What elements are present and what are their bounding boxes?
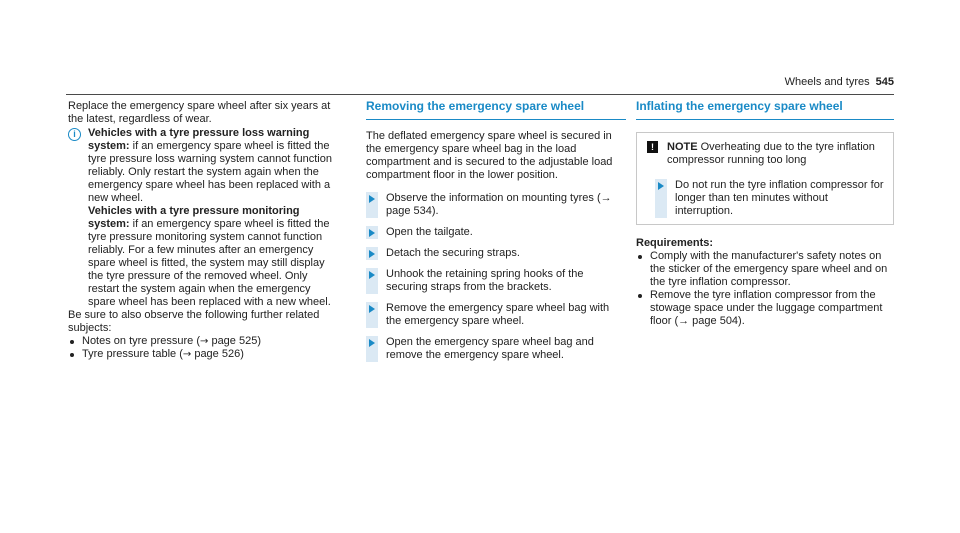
page-number: 545 — [875, 76, 894, 88]
arrow-right-icon: → — [182, 349, 192, 360]
step-text: Unhook the retaining spring hooks of the securing straps from the brackets. — [386, 268, 584, 293]
notice-label: NOTE — [667, 141, 698, 153]
related-link-tyre-pressure[interactable] — [68, 335, 338, 348]
step-arrow-icon — [366, 268, 378, 294]
section-name: Wheels and tyres — [784, 76, 870, 88]
related-link-pressure-table[interactable] — [68, 348, 338, 361]
notice-text: Overheating due to the tyre inflation compressor running too long — [667, 141, 875, 166]
note-tpl-heading: Vehicles with a tyre pressure loss warning system: — [88, 127, 310, 152]
notice-step — [655, 179, 885, 218]
step-item — [366, 192, 626, 218]
running-head — [785, 76, 894, 88]
column-middle — [366, 100, 626, 362]
step-item — [366, 226, 626, 239]
step-arrow-icon — [366, 336, 378, 362]
related-links-list — [68, 335, 338, 361]
requirements-title: Requirements: — [636, 237, 714, 249]
note-tpl-text: if an emergency spare wheel is fitted the tyre pressure loss warning system cannot function reliably. Only restart the system again when the emergency spare wheel has been replaced with a new wheel. — [88, 140, 332, 204]
step-item — [366, 336, 626, 362]
section-title-inflating: Inflating the emergency spare wheel — [636, 100, 894, 120]
step-arrow-icon — [655, 179, 667, 218]
section-title-removing: Removing the emergency spare wheel — [366, 100, 626, 120]
requirement-item: Remove the tyre inflation compressor from the stowage space under the luggage compartment floor (→ page 504). — [636, 289, 894, 328]
step-item — [366, 268, 626, 294]
step-text: Observe the information on mounting tyres (→ page 534). — [386, 192, 612, 217]
step-item — [366, 302, 626, 328]
step-item — [366, 247, 626, 260]
observe-paragraph: Be sure to also observe the following further related subjects: — [68, 309, 320, 334]
step-text: Open the emergency spare wheel bag and remove the emergency spare wheel. — [386, 336, 594, 361]
requirement-item: Comply with the manufacturer's safety notes on the sticker of the emergency spare wheel and on the tyre inflation compressor. — [636, 250, 894, 289]
step-text: Detach the securing straps. — [386, 247, 520, 259]
link-text: Notes on tyre pressure ( — [82, 335, 200, 347]
step-arrow-icon — [366, 192, 378, 218]
requirements-list — [636, 250, 894, 328]
link-page: page 526) — [191, 348, 244, 360]
removing-intro: The deflated emergency spare wheel is secured in the emergency spare wheel bag in the load compartment and is secured to the adjustable load compartment floor in the lower position. — [366, 130, 613, 181]
step-text: Do not run the tyre inflation compressor for longer than ten minutes without interruption. — [675, 179, 884, 217]
note-tpm-heading: Vehicles with a tyre pressure monitoring system: — [88, 205, 300, 230]
step-text: Open the tailgate. — [386, 226, 473, 238]
step-arrow-icon — [366, 226, 378, 239]
note-tpl-system — [68, 127, 338, 309]
info-icon: i — [68, 128, 81, 141]
step-arrow-icon — [366, 302, 378, 328]
step-text: Remove the emergency spare wheel bag with the emergency spare wheel. — [386, 302, 610, 327]
notice-box — [636, 132, 894, 225]
notice-heading — [647, 141, 885, 167]
column-left — [68, 100, 338, 361]
step-arrow-icon — [366, 247, 378, 260]
page-header — [66, 76, 894, 95]
link-text: Tyre pressure table ( — [82, 348, 183, 360]
warning-icon: ! — [647, 141, 658, 153]
intro-paragraph: Replace the emergency spare wheel after six years at the latest, regardless of wear. — [68, 100, 331, 125]
column-right — [636, 100, 894, 328]
link-page: page 525) — [208, 335, 261, 347]
arrow-right-icon: → — [200, 336, 209, 347]
note-tpm-text: if an emergency spare wheel is fitted the tyre pressure monitoring system cannot function reliably. For a few minutes after an emergency spare wheel is fitted, the system may still display the tyre pressure of the removed wheel. Only restart the system again when the emergency spare wheel has been replaced with a new wheel. — [88, 218, 331, 308]
